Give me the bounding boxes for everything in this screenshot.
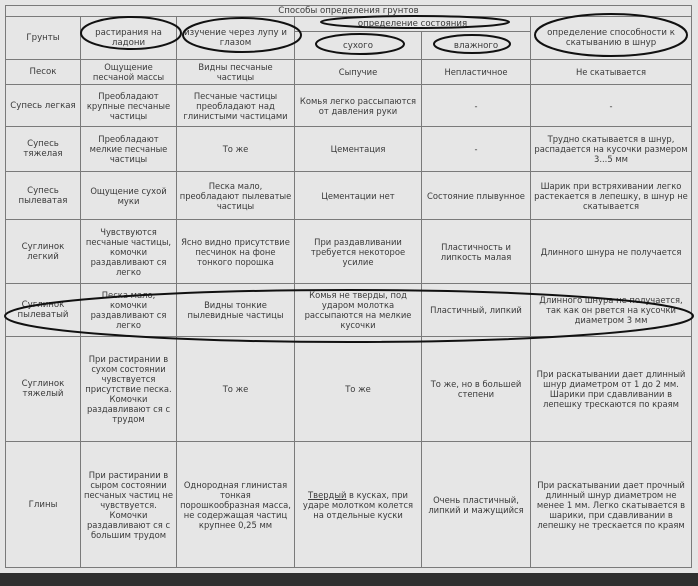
soil-name: Супесь легкая <box>6 85 81 127</box>
cell-wet: Состояние плывунное <box>422 172 531 220</box>
cell-dry: При раздавливании требуется некоторое усилие <box>295 220 422 284</box>
table-row <box>6 220 692 284</box>
title-row <box>6 6 692 17</box>
header-magnifier: изучение через лупу и глазом <box>177 17 295 60</box>
cell-magnifier: Видны песчаные частицы <box>177 60 295 85</box>
table-row <box>6 172 692 220</box>
cell-rubbing: Преобладают крупные песчаные частицы <box>81 85 177 127</box>
cell-rubbing: При растирании в сыром состоянии песчаных частиц не чувствуется. Комочки раздавливают ся с большим трудом <box>81 442 177 568</box>
cell-dry: Комья легко рассыпаются от давления руки <box>295 85 422 127</box>
cell-rolling: Трудно скатывается в шнур, распадается на кусочки размером 3...5 мм <box>531 127 692 172</box>
bottom-bar <box>0 573 698 586</box>
header-wet: влажного <box>422 32 531 60</box>
cell-wet: Очень пластичный, липкий и мажущийся <box>422 442 531 568</box>
cell-magnifier: Песка мало, преобладают пылеватые частицы <box>177 172 295 220</box>
header-soil: Грунты <box>6 17 81 60</box>
soil-name: Суглинок тяжелый <box>6 337 81 442</box>
soil-name: Глины <box>6 442 81 568</box>
cell-rubbing: Чувствуются песчаные частицы, комочки раздавливают ся легко <box>81 220 177 284</box>
table-row <box>6 284 692 337</box>
table-row <box>6 85 692 127</box>
cell-rubbing: Песка мало, комочки раздавливают ся легко <box>81 284 177 337</box>
soil-name: Суглинок пылеватый <box>6 284 81 337</box>
cell-rolling: - <box>531 85 692 127</box>
cell-rubbing: Преобладают мелкие песчаные частицы <box>81 127 177 172</box>
soil-name: Суглинок легкий <box>6 220 81 284</box>
soil-name: Песок <box>6 60 81 85</box>
cell-wet: Пластичность и липкость малая <box>422 220 531 284</box>
cell-rubbing: Ощущение песчаной массы <box>81 60 177 85</box>
cell-magnifier: Песчаные частицы преобладают над глинистыми частицами <box>177 85 295 127</box>
cell-magnifier: Видны тонкие пылевидные частицы <box>177 284 295 337</box>
cell-magnifier: Однородная глинистая тонкая порошкообразная масса, не содержащая частиц крупнее 0,25 мм <box>177 442 295 568</box>
cell-wet: Непластичное <box>422 60 531 85</box>
cell-dry-rest: в кусках, при ударе молотком колется на отдельные куски <box>302 489 414 520</box>
cell-rolling: Не скатывается <box>531 60 692 85</box>
table-row <box>6 60 692 85</box>
header-rolling: определение способности к скатыванию в шнур <box>531 17 692 60</box>
cell-dry <box>295 442 422 568</box>
cell-dry-underlined: Твердый <box>308 489 347 500</box>
cell-rubbing: При растирании в сухом состоянии чувствуется присутствие песка. Комочки раздавливают ся с трудом <box>81 337 177 442</box>
header-state: определение состояния <box>295 17 531 32</box>
table-row <box>6 337 692 442</box>
cell-wet: Пластичный, липкий <box>422 284 531 337</box>
table-row <box>6 442 692 568</box>
cell-wet: То же, но в большей степени <box>422 337 531 442</box>
header-rubbing: растирания на ладони <box>81 17 177 60</box>
cell-dry: Цементации нет <box>295 172 422 220</box>
cell-rolling: При раскатывании дает прочный длинный шнур диаметром не менее 1 мм. Легко скатывается в шарики, при сдавливании в лепешку не трескается по краям <box>531 442 692 568</box>
cell-rubbing: Ощущение сухой муки <box>81 172 177 220</box>
cell-wet: - <box>422 127 531 172</box>
soil-identification-table <box>5 5 692 568</box>
cell-rolling: Длинного шнура не получается <box>531 220 692 284</box>
cell-magnifier: То же <box>177 337 295 442</box>
cell-rolling: Длинного шнура не получается, так как он рвется на кусочки диаметром 3 мм <box>531 284 692 337</box>
cell-magnifier: Ясно видно присутствие песчинок на фоне тонкого порошка <box>177 220 295 284</box>
cell-dry: То же <box>295 337 422 442</box>
cell-dry: Комья не тверды, под ударом молотка рассыпаются на мелкие кусочки <box>295 284 422 337</box>
cell-magnifier: То же <box>177 127 295 172</box>
table-row <box>6 127 692 172</box>
soil-name: Супесь пылеватая <box>6 172 81 220</box>
header-row-1 <box>6 17 692 32</box>
cell-dry: Сыпучие <box>295 60 422 85</box>
cell-rolling: При раскатывании дает длинный шнур диаметром от 1 до 2 мм. Шарики при сдавливании в лепешку трескаются по краям <box>531 337 692 442</box>
header-dry: сухого <box>295 32 422 60</box>
cell-wet: - <box>422 85 531 127</box>
soil-name: Супесь тяжелая <box>6 127 81 172</box>
table-title: Способы определения грунтов <box>6 6 692 17</box>
cell-dry: Цементация <box>295 127 422 172</box>
cell-rolling: Шарик при встряхивании легко растекается в лепешку, в шнур не скатывается <box>531 172 692 220</box>
